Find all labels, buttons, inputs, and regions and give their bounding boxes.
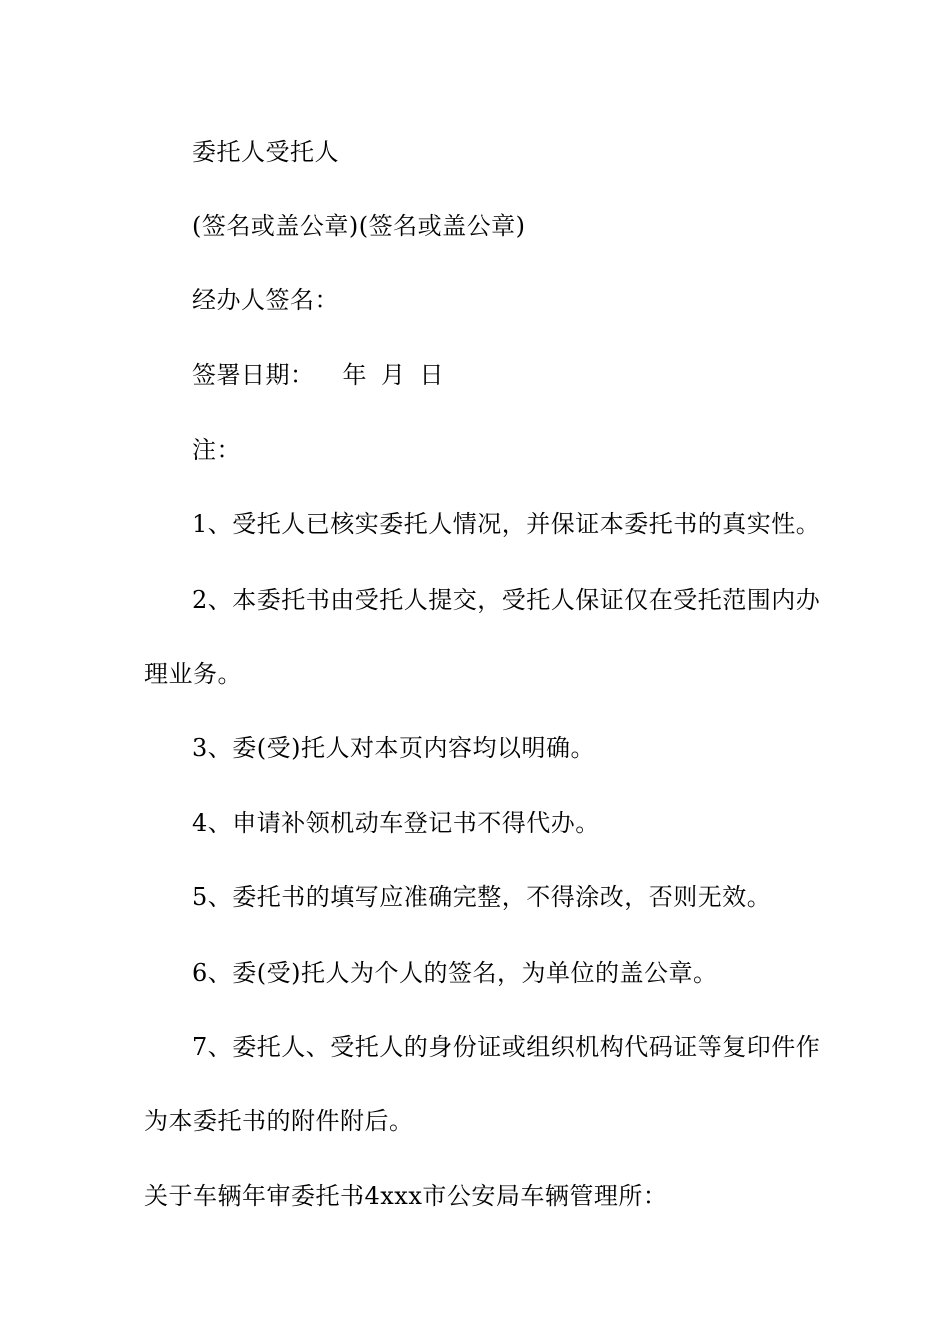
note-item-3: 3、委(受)托人对本页内容均以明确。 — [192, 734, 595, 762]
note-item-7: 7、委托人、受托人的身份证或组织机构代码证等复印件作 — [192, 1033, 821, 1061]
date-month: 月 — [381, 361, 406, 389]
next-section-title: 关于车辆年审委托书4xxx市公安局车辆管理所： — [144, 1182, 668, 1210]
note-item-2-cont: 理业务。 — [144, 660, 242, 688]
note-heading: 注： — [192, 436, 241, 464]
note-item-5: 5、委托书的填写应准确完整，不得涂改，否则无效。 — [192, 883, 772, 911]
note-item-6: 6、委(受)托人为个人的签名，为单位的盖公章。 — [192, 959, 718, 987]
note-item-1: 1、受托人已核实委托人情况，并保证本委托书的真实性。 — [192, 510, 821, 538]
date-year: 年 — [342, 361, 367, 389]
date-label: 签署日期： — [192, 361, 315, 389]
note-item-4: 4、申请补领机动车登记书不得代办。 — [192, 809, 600, 837]
note-item-7-cont: 为本委托书的附件附后。 — [144, 1107, 414, 1135]
date-day: 日 — [419, 361, 444, 389]
signers-line: 委托人受托人 — [192, 138, 339, 166]
seal-note-line: (签名或盖公章)(签名或盖公章) — [192, 212, 526, 240]
date-line — [192, 360, 444, 390]
handler-sign-line: 经办人签名： — [192, 286, 339, 314]
note-item-2: 2、本委托书由受托人提交，受托人保证仅在受托范围内办 — [192, 586, 821, 614]
